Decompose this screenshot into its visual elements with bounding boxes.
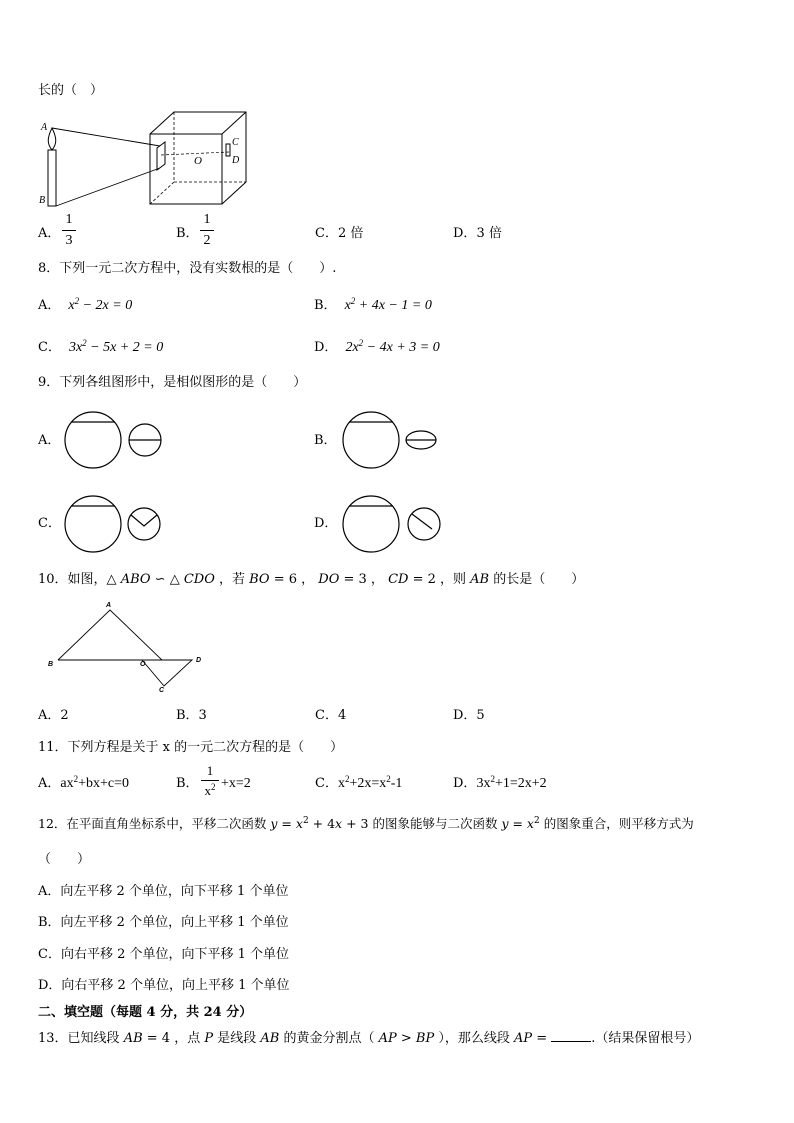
label-O: O [194, 155, 202, 167]
q10-option-a: A．2 [38, 708, 69, 723]
box-front [150, 134, 222, 204]
q8-option-b: B． $x^2 + 4x - 1 = 0$ [314, 296, 432, 313]
q11-option-b-letter: B． [176, 776, 199, 791]
q7-option-b-fraction: 1 2 [200, 213, 214, 248]
q12-option-c: C．向右平移 2 个单位，向下平移 1 个单位 [38, 947, 290, 962]
q12-stem: 12．在平面直角坐标系中，平移二次函数 $y = x^2 + 4x + 3$ 的图象能够与二次函数 $y = x^2$ 的图象重合，则平移方式为 [38, 816, 694, 831]
label-B: B [39, 195, 46, 206]
q9-option-b-figure [342, 410, 442, 470]
q13-stem: 13．已知线段 AB = 4 ，点 P 是线段 AB 的黄金分割点（ AP > BP ），那么线段 AP = .（结果保留根号） [38, 1031, 700, 1046]
q10-figure [46, 600, 216, 695]
q8-option-a: A． $x^2 - 2x = 0$ [38, 296, 133, 313]
label-C: C [232, 137, 239, 148]
section-heading: 二、填空题（每题 4 分，共 24 分） [38, 1005, 253, 1020]
q7-option-a-fraction: 1 3 [62, 213, 76, 248]
q9-stem: 9．下列各组图形中，是相似图形的是（ ） [38, 375, 307, 390]
q7-option-d: D．3 倍 [453, 226, 502, 241]
q9-option-c-figure [64, 494, 164, 554]
q10-stem: 10．如图，△ ABO ∽ △ CDO ，若 BO = 6 ， DO = 3 ， CD = 2 ，则 AB 的长是（ ） [38, 572, 585, 587]
label-D: D [232, 155, 240, 166]
label-A: A [41, 122, 48, 133]
q9-option-b-letter: B． [314, 433, 337, 448]
label-A: A [106, 602, 112, 609]
q7-figure [36, 108, 256, 208]
q10-option-d: D．5 [453, 708, 485, 723]
label-D: D [196, 657, 202, 664]
q9-option-d-letter: D． [314, 516, 338, 531]
q11-option-d: D．$3x^2+1=2x+2$ [453, 774, 547, 791]
q10-option-c: C．4 [315, 708, 347, 723]
q7-option-a-letter: A． [38, 226, 61, 241]
q11-option-a: A．$ax^2+bx+c=0$ [38, 774, 130, 791]
label-O: O [140, 661, 146, 668]
q8-stem: 8．下列一元二次方程中，没有实数根的是（ ）. [38, 261, 337, 276]
candle [48, 150, 56, 206]
q7-option-c: C．2 倍 [315, 226, 364, 241]
q8-option-d: D． $2x^2 - 4x + 3 = 0$ [314, 338, 440, 355]
q8-option-c: C． $3x^2 - 5x + 2 = 0$ [38, 338, 164, 355]
q7-option-b-letter: B． [176, 226, 199, 241]
label-C: C [159, 687, 165, 694]
q11-stem: 11．下列方程是关于 x 的一元二次方程的是（ ） [38, 740, 344, 755]
q7-stem-tail: 长的（ ） [38, 83, 104, 98]
q11-option-c: C．$x^2+2x=x^2-1$ [315, 774, 403, 791]
q12-paren: （ ） [38, 852, 91, 867]
q12-option-b: B．向左平移 2 个单位，向上平移 1 个单位 [38, 915, 289, 930]
q11-option-b-fraction: 1 $x^2$ [201, 764, 219, 797]
q9-option-a-letter: A． [38, 433, 61, 448]
candle-flame [48, 128, 56, 150]
label-B: B [48, 661, 54, 668]
q9-option-c-letter: C． [38, 516, 61, 531]
q10-option-b: B．3 [176, 708, 207, 723]
q11-option-b-tail: +x=2 [221, 776, 251, 791]
q12-option-d: D．向右平移 2 个单位，向上平移 1 个单位 [38, 978, 290, 993]
q12-option-a: A．向左平移 2 个单位，向下平移 1 个单位 [38, 884, 289, 899]
q9-option-d-figure [342, 494, 442, 554]
q9-option-a-figure [64, 410, 164, 470]
